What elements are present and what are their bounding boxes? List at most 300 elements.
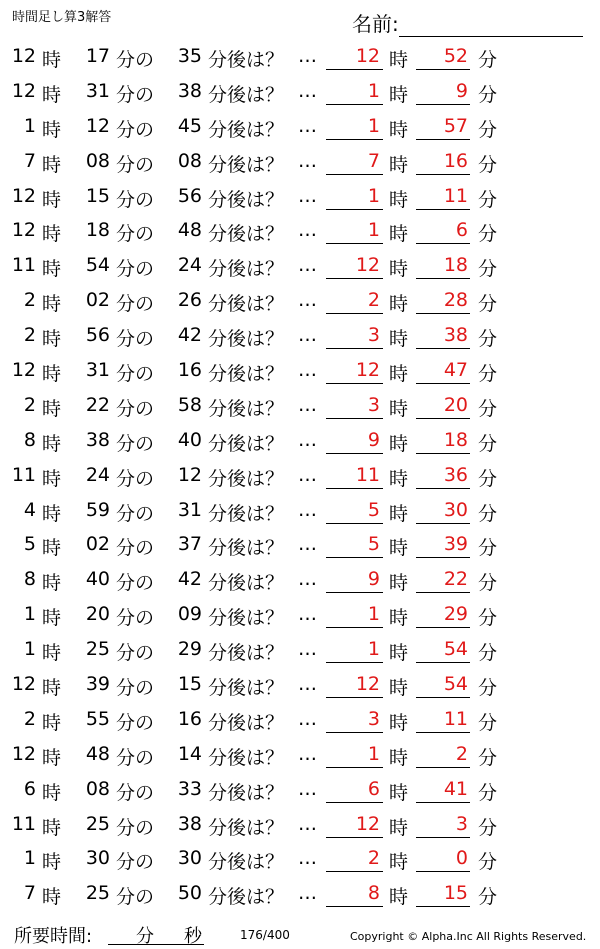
start-hour: 6 bbox=[23, 777, 36, 800]
answer-minute: 20 bbox=[416, 394, 470, 419]
hour-unit: 時 bbox=[42, 118, 62, 141]
minute-of-label: 分の bbox=[116, 502, 155, 525]
answer-hour: 12 bbox=[326, 673, 383, 698]
added-minutes: 35 bbox=[177, 45, 202, 67]
hour-unit: 時 bbox=[42, 642, 62, 665]
answer-hour: 12 bbox=[326, 359, 383, 384]
answer-minute-unit: 分 bbox=[478, 258, 498, 281]
required-time-blank bbox=[108, 922, 204, 945]
answer-hour-unit: 時 bbox=[389, 607, 409, 630]
problem-row bbox=[0, 806, 600, 841]
copyright: Copyright © Alpha.Inc All Rights Reserved. bbox=[350, 930, 587, 943]
ellipsis: … bbox=[298, 673, 317, 696]
problem-row bbox=[0, 352, 600, 387]
answer-hour: 12 bbox=[326, 813, 383, 838]
added-minutes: 33 bbox=[177, 777, 202, 800]
answer-hour: 5 bbox=[326, 499, 383, 524]
ellipsis: … bbox=[298, 254, 317, 277]
hour-unit: 時 bbox=[42, 293, 62, 316]
start-minute: 31 bbox=[85, 79, 110, 102]
answer-hour-unit: 時 bbox=[389, 886, 409, 909]
answer-hour: 1 bbox=[326, 80, 383, 105]
hour-unit: 時 bbox=[42, 467, 62, 490]
later-question-label: 分後は？ bbox=[208, 886, 285, 909]
minute-of-label: 分の bbox=[116, 363, 155, 386]
minute-of-label: 分の bbox=[116, 572, 155, 595]
later-question-label: 分後は？ bbox=[208, 293, 285, 316]
start-minute: 40 bbox=[85, 568, 110, 591]
minute-of-label: 分の bbox=[116, 328, 155, 351]
problem-row bbox=[0, 875, 600, 910]
problem-row bbox=[0, 282, 600, 317]
problem-row bbox=[0, 422, 600, 457]
start-minute: 48 bbox=[85, 742, 110, 765]
answer-minute-unit: 分 bbox=[478, 153, 498, 176]
start-minute: 25 bbox=[85, 882, 110, 905]
answer-hour: 5 bbox=[326, 533, 383, 558]
answer-minute: 39 bbox=[416, 533, 470, 558]
start-hour: 2 bbox=[23, 324, 36, 347]
answer-minute: 28 bbox=[416, 289, 470, 314]
start-hour: 7 bbox=[23, 882, 36, 905]
later-question-label: 分後は？ bbox=[208, 363, 285, 386]
start-hour: 1 bbox=[23, 114, 36, 137]
problem-row bbox=[0, 840, 600, 875]
hour-unit: 時 bbox=[42, 328, 62, 351]
answer-hour-unit: 時 bbox=[389, 711, 409, 734]
later-question-label: 分後は？ bbox=[208, 49, 285, 71]
answer-hour-unit: 時 bbox=[389, 83, 409, 106]
minute-of-label: 分の bbox=[116, 642, 155, 665]
start-hour: 12 bbox=[11, 79, 36, 102]
added-minutes: 29 bbox=[177, 638, 202, 661]
minute-of-label: 分の bbox=[116, 188, 155, 211]
hour-unit: 時 bbox=[42, 851, 62, 874]
hour-unit: 時 bbox=[42, 502, 62, 525]
answer-hour: 3 bbox=[326, 394, 383, 419]
ellipsis: … bbox=[298, 428, 317, 451]
footer bbox=[0, 920, 600, 948]
answer-hour: 2 bbox=[326, 289, 383, 314]
added-minutes: 42 bbox=[177, 568, 202, 591]
start-hour: 1 bbox=[23, 638, 36, 661]
answer-minute: 2 bbox=[416, 743, 470, 768]
answer-hour: 2 bbox=[326, 847, 383, 872]
later-question-label: 分後は？ bbox=[208, 467, 285, 490]
start-minute: 20 bbox=[85, 603, 110, 626]
answer-minute-unit: 分 bbox=[478, 397, 498, 420]
start-hour: 12 bbox=[11, 673, 36, 696]
problem-row bbox=[0, 387, 600, 422]
ellipsis: … bbox=[298, 114, 317, 137]
hour-unit: 時 bbox=[42, 572, 62, 595]
ellipsis: … bbox=[298, 79, 317, 102]
answer-hour-unit: 時 bbox=[389, 188, 409, 211]
added-minutes: 40 bbox=[177, 428, 202, 451]
answer-hour: 8 bbox=[326, 882, 383, 907]
later-question-label: 分後は？ bbox=[208, 816, 285, 839]
answer-hour-unit: 時 bbox=[389, 746, 409, 769]
start-minute: 08 bbox=[85, 777, 110, 800]
minute-of-label: 分の bbox=[116, 677, 155, 700]
start-minute: 15 bbox=[85, 184, 110, 207]
minute-of-label: 分の bbox=[116, 49, 155, 71]
start-minute: 31 bbox=[85, 359, 110, 382]
problem-row bbox=[0, 492, 600, 527]
answer-hour: 9 bbox=[326, 568, 383, 593]
answer-minute: 29 bbox=[416, 603, 470, 628]
added-minutes: 09 bbox=[177, 603, 202, 626]
start-minute: 17 bbox=[85, 45, 110, 67]
answer-hour: 12 bbox=[326, 45, 383, 70]
ellipsis: … bbox=[298, 498, 317, 521]
required-seconds-unit: 秒 bbox=[184, 926, 202, 947]
start-hour: 5 bbox=[23, 533, 36, 556]
answer-hour: 3 bbox=[326, 324, 383, 349]
added-minutes: 37 bbox=[177, 533, 202, 556]
later-question-label: 分後は？ bbox=[208, 537, 285, 560]
start-minute: 56 bbox=[85, 324, 110, 347]
added-minutes: 58 bbox=[177, 393, 202, 416]
hour-unit: 時 bbox=[42, 223, 62, 246]
problem-row bbox=[0, 108, 600, 143]
answer-minute-unit: 分 bbox=[478, 83, 498, 106]
answer-minute-unit: 分 bbox=[478, 49, 498, 71]
page-number: 176/400 bbox=[240, 928, 290, 942]
start-minute: 55 bbox=[85, 707, 110, 730]
ellipsis: … bbox=[298, 289, 317, 312]
problem-row bbox=[0, 38, 600, 73]
answer-minute: 47 bbox=[416, 359, 470, 384]
later-question-label: 分後は？ bbox=[208, 607, 285, 630]
ellipsis: … bbox=[298, 882, 317, 905]
answer-hour: 9 bbox=[326, 429, 383, 454]
answer-minute-unit: 分 bbox=[478, 607, 498, 630]
answer-minute-unit: 分 bbox=[478, 432, 498, 455]
problem-row bbox=[0, 736, 600, 771]
minute-of-label: 分の bbox=[116, 258, 155, 281]
minute-of-label: 分の bbox=[116, 607, 155, 630]
answer-hour-unit: 時 bbox=[389, 328, 409, 351]
problem-row bbox=[0, 561, 600, 596]
later-question-label: 分後は？ bbox=[208, 258, 285, 281]
answer-minute-unit: 分 bbox=[478, 118, 498, 141]
answer-hour: 1 bbox=[326, 603, 383, 628]
later-question-label: 分後は？ bbox=[208, 642, 285, 665]
answer-hour: 1 bbox=[326, 638, 383, 663]
added-minutes: 48 bbox=[177, 219, 202, 242]
added-minutes: 42 bbox=[177, 324, 202, 347]
later-question-label: 分後は？ bbox=[208, 397, 285, 420]
start-minute: 18 bbox=[85, 219, 110, 242]
added-minutes: 56 bbox=[177, 184, 202, 207]
worksheet-title: 時間足し算3解答 bbox=[12, 10, 112, 25]
start-minute: 02 bbox=[85, 533, 110, 556]
answer-hour-unit: 時 bbox=[389, 502, 409, 525]
ellipsis: … bbox=[298, 149, 317, 172]
start-hour: 11 bbox=[11, 812, 36, 835]
answer-minute-unit: 分 bbox=[478, 293, 498, 316]
later-question-label: 分後は？ bbox=[208, 781, 285, 804]
hour-unit: 時 bbox=[42, 188, 62, 211]
minute-of-label: 分の bbox=[116, 851, 155, 874]
minute-of-label: 分の bbox=[116, 293, 155, 316]
answer-hour: 7 bbox=[326, 150, 383, 175]
answer-minute-unit: 分 bbox=[478, 746, 498, 769]
hour-unit: 時 bbox=[42, 537, 62, 560]
answer-hour-unit: 時 bbox=[389, 816, 409, 839]
answer-hour-unit: 時 bbox=[389, 118, 409, 141]
start-minute: 08 bbox=[85, 149, 110, 172]
answer-hour: 1 bbox=[326, 185, 383, 210]
added-minutes: 45 bbox=[177, 114, 202, 137]
answer-minute: 3 bbox=[416, 813, 470, 838]
answer-hour-unit: 時 bbox=[389, 258, 409, 281]
later-question-label: 分後は？ bbox=[208, 223, 285, 246]
start-minute: 38 bbox=[85, 428, 110, 451]
answer-minute: 0 bbox=[416, 847, 470, 872]
start-hour: 12 bbox=[11, 219, 36, 242]
minute-of-label: 分の bbox=[116, 153, 155, 176]
hour-unit: 時 bbox=[42, 153, 62, 176]
start-minute: 24 bbox=[85, 463, 110, 486]
added-minutes: 38 bbox=[177, 79, 202, 102]
problem-row bbox=[0, 631, 600, 666]
answer-minute-unit: 分 bbox=[478, 223, 498, 246]
answer-minute-unit: 分 bbox=[478, 467, 498, 490]
hour-unit: 時 bbox=[42, 677, 62, 700]
answer-hour: 3 bbox=[326, 708, 383, 733]
answer-hour-unit: 時 bbox=[389, 467, 409, 490]
later-question-label: 分後は？ bbox=[208, 188, 285, 211]
start-hour: 4 bbox=[23, 498, 36, 521]
hour-unit: 時 bbox=[42, 83, 62, 106]
start-hour: 2 bbox=[23, 289, 36, 312]
later-question-label: 分後は？ bbox=[208, 432, 285, 455]
start-minute: 39 bbox=[85, 673, 110, 696]
problem-row bbox=[0, 457, 600, 492]
problem-row bbox=[0, 73, 600, 108]
added-minutes: 16 bbox=[177, 359, 202, 382]
minute-of-label: 分の bbox=[116, 816, 155, 839]
start-minute: 30 bbox=[85, 847, 110, 870]
later-question-label: 分後は？ bbox=[208, 328, 285, 351]
start-hour: 8 bbox=[23, 428, 36, 451]
ellipsis: … bbox=[298, 638, 317, 661]
answer-minute: 22 bbox=[416, 568, 470, 593]
ellipsis: … bbox=[298, 812, 317, 835]
answer-hour: 11 bbox=[326, 464, 383, 489]
added-minutes: 15 bbox=[177, 673, 202, 696]
answer-hour-unit: 時 bbox=[389, 293, 409, 316]
answer-minute: 11 bbox=[416, 708, 470, 733]
minute-of-label: 分の bbox=[116, 886, 155, 909]
name-field bbox=[352, 8, 583, 37]
minute-of-label: 分の bbox=[116, 118, 155, 141]
minute-of-label: 分の bbox=[116, 83, 155, 106]
start-minute: 25 bbox=[85, 812, 110, 835]
start-hour: 11 bbox=[11, 254, 36, 277]
start-hour: 1 bbox=[23, 847, 36, 870]
minute-of-label: 分の bbox=[116, 711, 155, 734]
name-blank-line bbox=[399, 16, 583, 37]
added-minutes: 16 bbox=[177, 707, 202, 730]
ellipsis: … bbox=[298, 568, 317, 591]
added-minutes: 12 bbox=[177, 463, 202, 486]
start-hour: 11 bbox=[11, 463, 36, 486]
answer-minute: 38 bbox=[416, 324, 470, 349]
added-minutes: 30 bbox=[177, 847, 202, 870]
hour-unit: 時 bbox=[42, 746, 62, 769]
answer-minute-unit: 分 bbox=[478, 572, 498, 595]
answer-minute: 11 bbox=[416, 185, 470, 210]
answer-hour: 1 bbox=[326, 219, 383, 244]
later-question-label: 分後は？ bbox=[208, 851, 285, 874]
hour-unit: 時 bbox=[42, 607, 62, 630]
ellipsis: … bbox=[298, 533, 317, 556]
hour-unit: 時 bbox=[42, 886, 62, 909]
problem-row bbox=[0, 666, 600, 701]
ellipsis: … bbox=[298, 777, 317, 800]
minute-of-label: 分の bbox=[116, 781, 155, 804]
ellipsis: … bbox=[298, 393, 317, 416]
later-question-label: 分後は？ bbox=[208, 153, 285, 176]
ellipsis: … bbox=[298, 45, 317, 67]
hour-unit: 時 bbox=[42, 258, 62, 281]
answer-minute: 15 bbox=[416, 882, 470, 907]
answer-minute-unit: 分 bbox=[478, 537, 498, 560]
later-question-label: 分後は？ bbox=[208, 746, 285, 769]
answer-hour-unit: 時 bbox=[389, 49, 409, 71]
answer-minute: 18 bbox=[416, 429, 470, 454]
ellipsis: … bbox=[298, 463, 317, 486]
later-question-label: 分後は？ bbox=[208, 677, 285, 700]
answer-minute: 30 bbox=[416, 499, 470, 524]
required-time-label: 所要時間: bbox=[14, 926, 93, 947]
ellipsis: … bbox=[298, 707, 317, 730]
start-hour: 2 bbox=[23, 707, 36, 730]
answer-minute: 36 bbox=[416, 464, 470, 489]
answer-minute-unit: 分 bbox=[478, 711, 498, 734]
answer-minute: 57 bbox=[416, 115, 470, 140]
answer-minute-unit: 分 bbox=[478, 502, 498, 525]
start-hour: 7 bbox=[23, 149, 36, 172]
minute-of-label: 分の bbox=[116, 746, 155, 769]
answer-minute: 9 bbox=[416, 80, 470, 105]
added-minutes: 14 bbox=[177, 742, 202, 765]
answer-minute: 6 bbox=[416, 219, 470, 244]
problem-row bbox=[0, 143, 600, 178]
required-minutes-unit: 分 bbox=[136, 926, 154, 947]
later-question-label: 分後は？ bbox=[208, 83, 285, 106]
answer-hour-unit: 時 bbox=[389, 677, 409, 700]
ellipsis: … bbox=[298, 742, 317, 765]
answer-minute-unit: 分 bbox=[478, 816, 498, 839]
problem-list bbox=[0, 38, 600, 910]
hour-unit: 時 bbox=[42, 363, 62, 386]
answer-hour-unit: 時 bbox=[389, 363, 409, 386]
added-minutes: 08 bbox=[177, 149, 202, 172]
start-minute: 02 bbox=[85, 289, 110, 312]
name-label: 名前: bbox=[352, 12, 399, 36]
start-minute: 54 bbox=[85, 254, 110, 277]
start-hour: 12 bbox=[11, 742, 36, 765]
ellipsis: … bbox=[298, 324, 317, 347]
answer-hour-unit: 時 bbox=[389, 397, 409, 420]
hour-unit: 時 bbox=[42, 711, 62, 734]
answer-minute-unit: 分 bbox=[478, 677, 498, 700]
hour-unit: 時 bbox=[42, 397, 62, 420]
answer-hour: 1 bbox=[326, 743, 383, 768]
later-question-label: 分後は？ bbox=[208, 118, 285, 141]
answer-minute-unit: 分 bbox=[478, 328, 498, 351]
answer-hour-unit: 時 bbox=[389, 432, 409, 455]
answer-hour-unit: 時 bbox=[389, 537, 409, 560]
problem-row bbox=[0, 178, 600, 213]
minute-of-label: 分の bbox=[116, 467, 155, 490]
ellipsis: … bbox=[298, 359, 317, 382]
start-hour: 2 bbox=[23, 393, 36, 416]
added-minutes: 38 bbox=[177, 812, 202, 835]
problem-row bbox=[0, 526, 600, 561]
answer-hour-unit: 時 bbox=[389, 851, 409, 874]
problem-row bbox=[0, 212, 600, 247]
problem-row bbox=[0, 247, 600, 282]
ellipsis: … bbox=[298, 847, 317, 870]
answer-minute-unit: 分 bbox=[478, 188, 498, 211]
answer-hour-unit: 時 bbox=[389, 153, 409, 176]
ellipsis: … bbox=[298, 219, 317, 242]
hour-unit: 時 bbox=[42, 781, 62, 804]
added-minutes: 26 bbox=[177, 289, 202, 312]
answer-minute-unit: 分 bbox=[478, 642, 498, 665]
start-hour: 12 bbox=[11, 184, 36, 207]
start-minute: 25 bbox=[85, 638, 110, 661]
start-hour: 12 bbox=[11, 359, 36, 382]
start-hour: 12 bbox=[11, 45, 36, 67]
problem-row bbox=[0, 771, 600, 806]
answer-minute: 41 bbox=[416, 778, 470, 803]
minute-of-label: 分の bbox=[116, 432, 155, 455]
answer-hour-unit: 時 bbox=[389, 572, 409, 595]
ellipsis: … bbox=[298, 603, 317, 626]
answer-hour-unit: 時 bbox=[389, 642, 409, 665]
start-hour: 8 bbox=[23, 568, 36, 591]
answer-hour-unit: 時 bbox=[389, 781, 409, 804]
later-question-label: 分後は？ bbox=[208, 572, 285, 595]
minute-of-label: 分の bbox=[116, 223, 155, 246]
answer-minute-unit: 分 bbox=[478, 781, 498, 804]
added-minutes: 31 bbox=[177, 498, 202, 521]
problem-row bbox=[0, 701, 600, 736]
answer-hour: 1 bbox=[326, 115, 383, 140]
hour-unit: 時 bbox=[42, 49, 62, 71]
answer-hour: 6 bbox=[326, 778, 383, 803]
hour-unit: 時 bbox=[42, 432, 62, 455]
problem-row bbox=[0, 596, 600, 631]
added-minutes: 50 bbox=[177, 882, 202, 905]
answer-hour-unit: 時 bbox=[389, 223, 409, 246]
answer-minute-unit: 分 bbox=[478, 363, 498, 386]
start-minute: 59 bbox=[85, 498, 110, 521]
answer-minute: 16 bbox=[416, 150, 470, 175]
problem-row bbox=[0, 317, 600, 352]
answer-minute: 54 bbox=[416, 673, 470, 698]
later-question-label: 分後は？ bbox=[208, 711, 285, 734]
start-minute: 22 bbox=[85, 393, 110, 416]
minute-of-label: 分の bbox=[116, 537, 155, 560]
minute-of-label: 分の bbox=[116, 397, 155, 420]
